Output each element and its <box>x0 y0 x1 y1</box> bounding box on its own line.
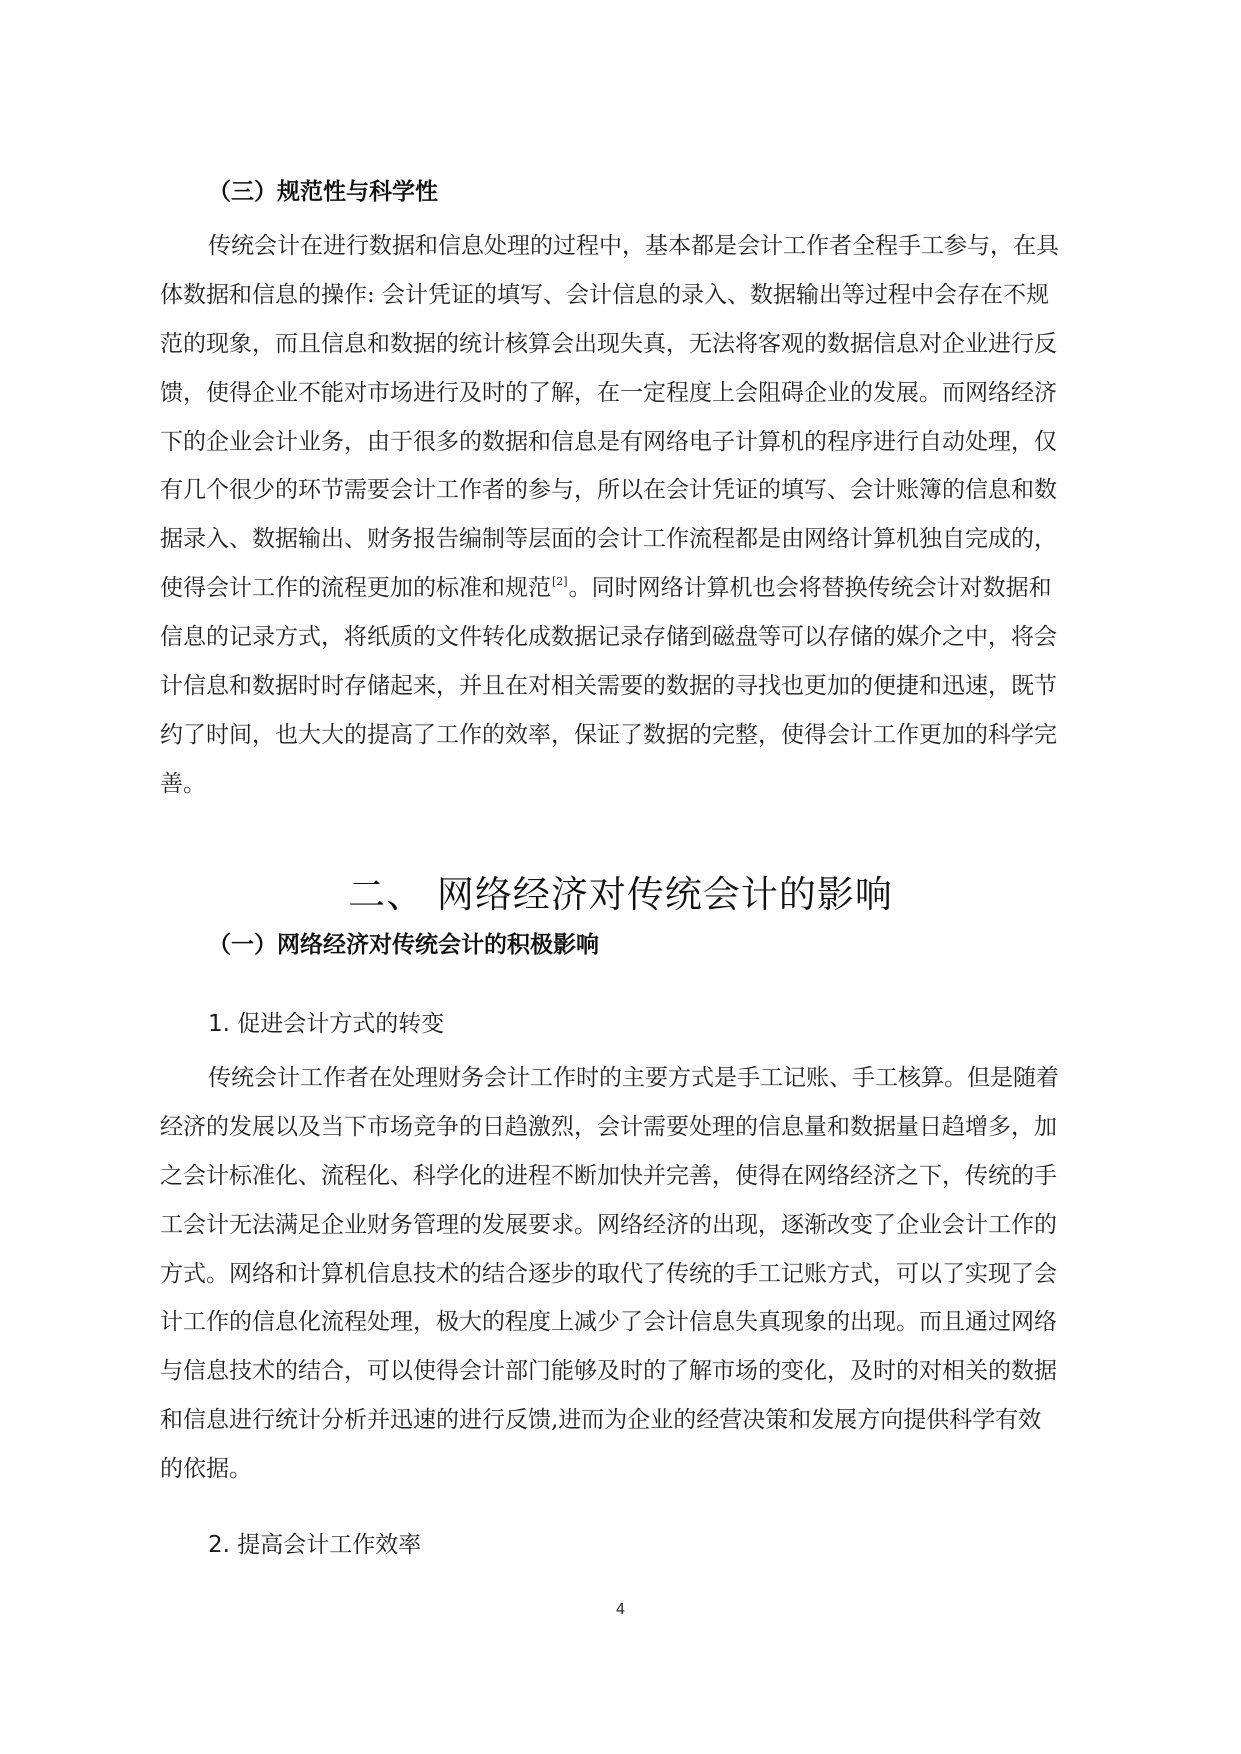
section-heading-1: （一）网络经济对传统会计的积极影响 <box>208 932 599 958</box>
paragraph-accounting-method <box>160 1054 1120 1494</box>
paragraph-line: 和信息进行统计分析并迅速的进行反馈,进而为企业的经营决策和发展方向提供科学有效 <box>160 1407 1042 1434</box>
paragraph-standardization <box>160 222 1120 809</box>
page-number: 4 <box>615 1600 626 1618</box>
paragraph-line: 范的现象，而且信息和数据的统计核算会出现失真，无法将客观的数据信息对企业进行反 <box>160 330 1057 357</box>
paragraph-line: 计信息和数据时时存储起来，并且在对相关需要的数据的寻找也更加的便捷和迅速，既节 <box>160 673 1057 700</box>
item-heading-2: 2. 提高会计工作效率 <box>208 1532 422 1558</box>
chapter-title: 二、 网络经济对传统会计的影响 <box>348 873 893 916</box>
paragraph-line: 经济的发展以及当下市场竞争的日趋激烈，会计需要处理的信息量和数据量日趋增多，加 <box>160 1113 1057 1140</box>
citation-reference: [2] <box>552 575 568 589</box>
paragraph-line: 计工作的信息化流程处理，极大的程度上减少了会计信息失真现象的出现。而且通过网络 <box>160 1309 1057 1336</box>
paragraph-line: 传统会计工作者在处理财务会计工作时的主要方式是手工记账、手工核算。但是随着 <box>208 1065 1059 1091</box>
paragraph-line: 与信息技术的结合，可以使得会计部门能够及时的了解市场的变化，及时的对相关的数据 <box>160 1358 1057 1385</box>
section-heading-3: （三）规范性与科学性 <box>208 179 438 205</box>
paragraph-line: 下的企业会计业务，由于很多的数据和信息是有网络电子计算机的程序进行自动处理，仅 <box>160 428 1057 455</box>
item-heading-1: 1. 促进会计方式的转变 <box>208 1011 445 1037</box>
paragraph-line: 据录入、数据输出、财务报告编制等层面的会计工作流程都是由网络计算机独自完成的， <box>160 526 1057 553</box>
paragraph-line: 信息的记录方式，将纸质的文件转化成数据记录存储到磁盘等可以存储的媒介之中，将会 <box>160 624 1057 651</box>
paragraph-line: 工会计无法满足企业财务管理的发展要求。网络经济的出现，逐渐改变了企业会计工作的 <box>160 1211 1057 1238</box>
paragraph-line: 善。 <box>160 770 206 797</box>
line-text: 。同时网络计算机也会将替换传统会计对数据和 <box>568 575 1052 602</box>
paragraph-line: 方式。网络和计算机信息技术的结合逐步的取代了传统的手工记账方式，可以了实现了会 <box>160 1260 1057 1287</box>
paragraph-line: 约了时间，也大大的提高了工作的效率，保证了数据的完整，使得会计工作更加的科学完 <box>160 721 1057 748</box>
paragraph-line: 之会计标准化、流程化、科学化的进程不断加快并完善，使得在网络经济之下，传统的手 <box>160 1162 1057 1189</box>
line-text: 使得会计工作的流程更加的标准和规范 <box>160 575 551 602</box>
paragraph-line: 有几个很少的环节需要会计工作者的参与，所以在会计凭证的填写、会计账簿的信息和数 <box>160 477 1057 504</box>
paragraph-line: 体数据和信息的操作: 会计凭证的填写、会计信息的录入、数据输出等过程中会存在不规 <box>160 281 1050 308</box>
paragraph-line <box>160 564 1120 613</box>
paragraph-line: 的依据。 <box>160 1456 252 1483</box>
paragraph-line: 传统会计在进行数据和信息处理的过程中，基本都是会计工作者全程手工参与，在具 <box>208 233 1059 259</box>
paragraph-line: 馈，使得企业不能对市场进行及时的了解，在一定程度上会阻碍企业的发展。而网络经济 <box>160 379 1057 406</box>
